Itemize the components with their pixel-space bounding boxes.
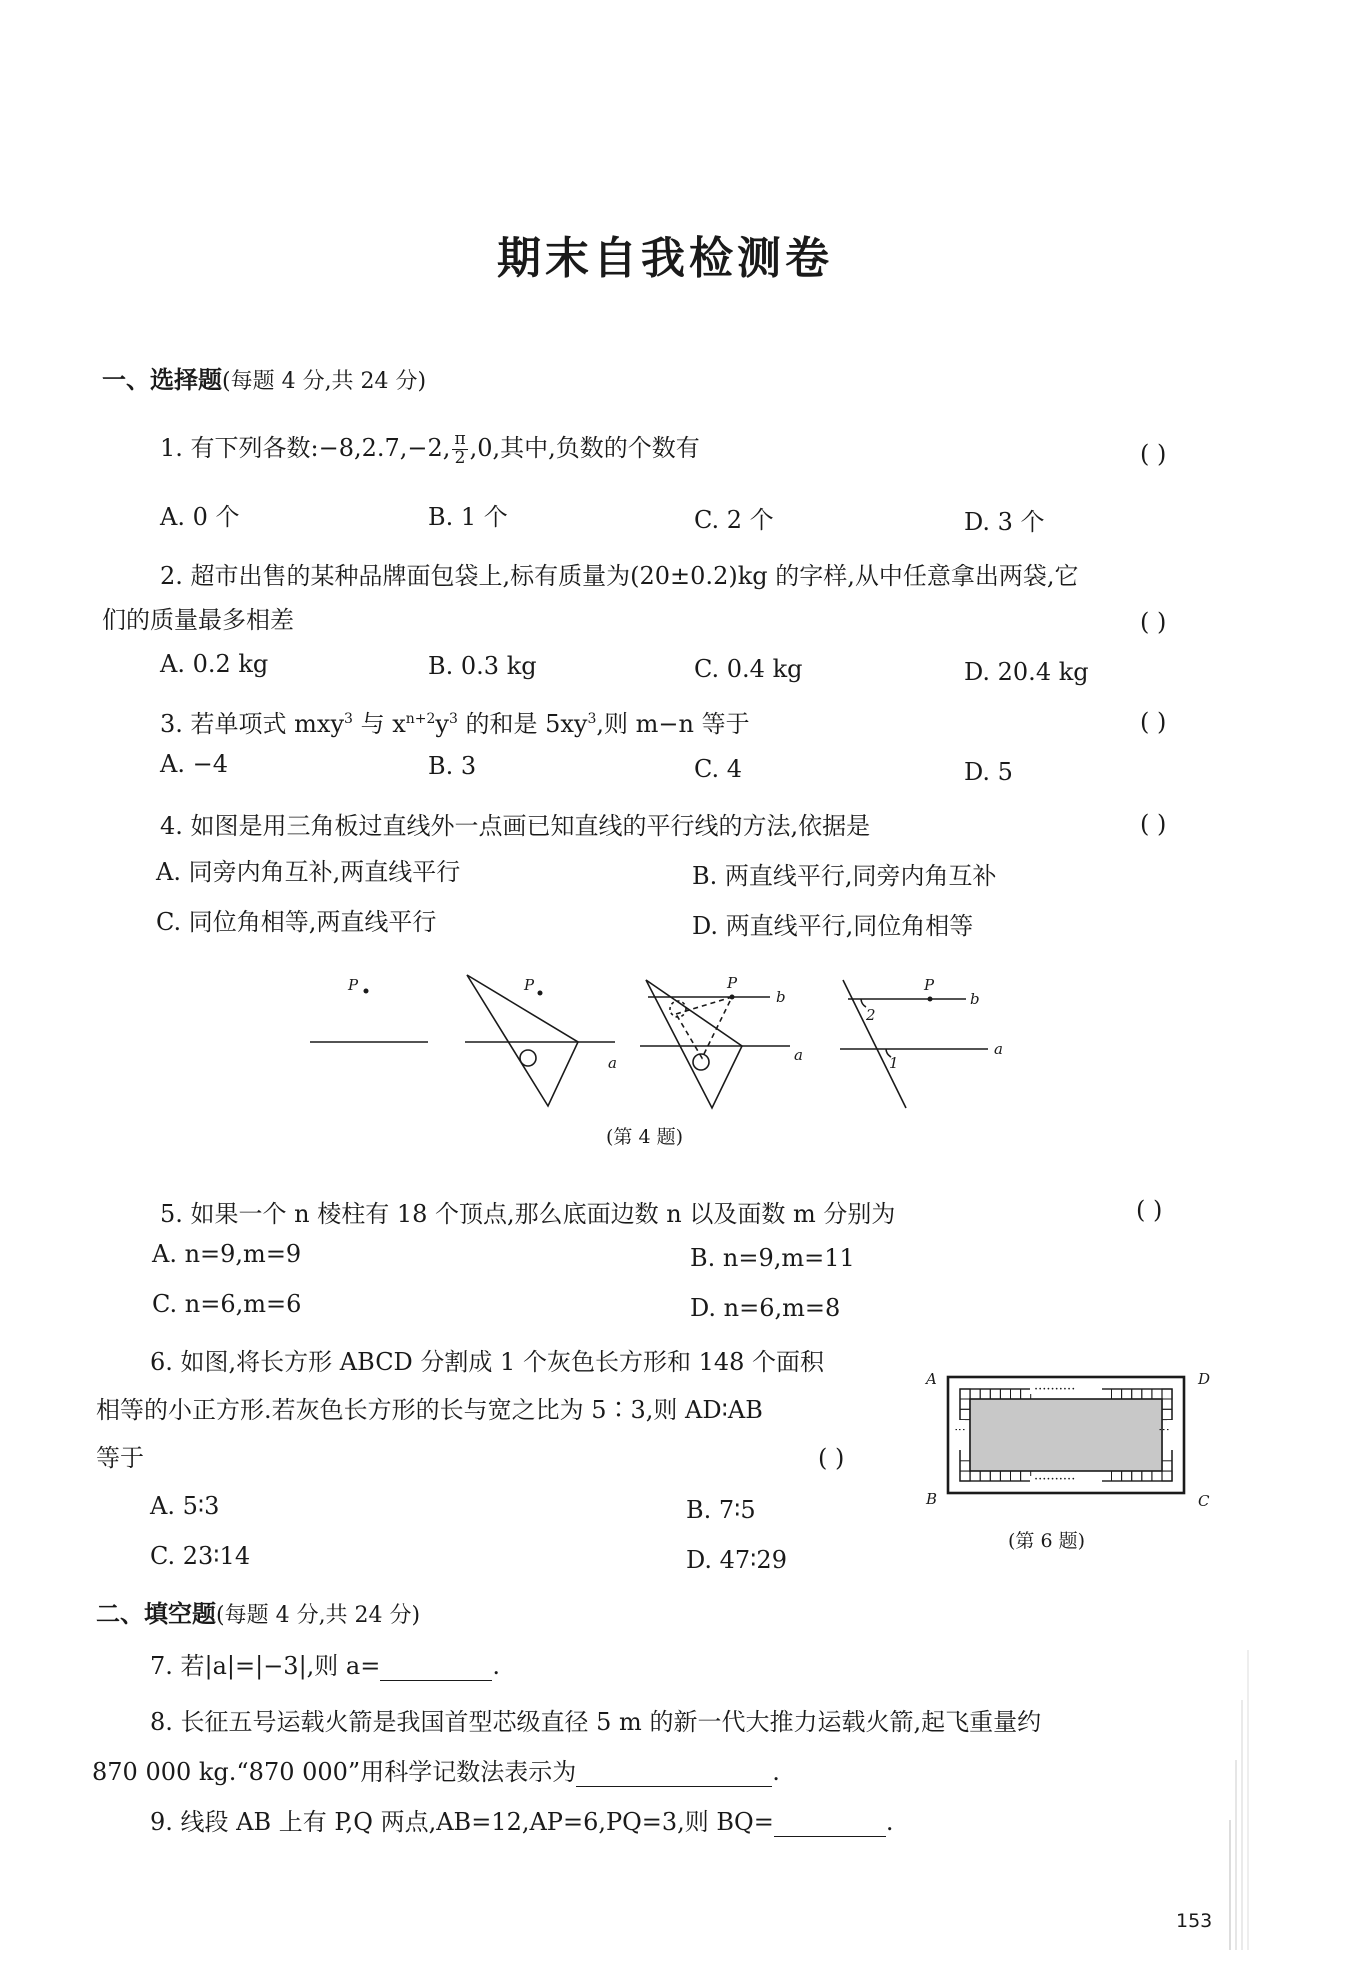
question-9-end: . [885,1808,894,1836]
label-c: C [1198,1492,1210,1510]
q3-option-a: A. −4 [160,750,228,778]
answer-bracket-6: ( ) [818,1444,845,1472]
panel4-label-b: b [970,990,980,1008]
answer-bracket-5: ( ) [1136,1196,1163,1224]
q1-option-b: B. 1 个 [428,503,508,531]
q4-option-a: A. 同旁内角互补,两直线平行 [156,858,461,886]
label-a: A [926,1370,937,1388]
q3-text-5: ,则 m−n 等于 [596,710,750,738]
page-number: 153 [1176,1910,1213,1932]
figure-4-caption: (第 4 题) [606,1126,683,1148]
answer-bracket-2: ( ) [1140,608,1167,636]
question-9-text: 9. 线段 AB 上有 P,Q 两点,AB=12,AP=6,PQ=3,则 BQ= [150,1808,774,1836]
right-ellipsis: ⋮ [1157,1424,1171,1435]
page-title: 期末自我检测卷 [497,233,833,284]
answer-bracket-1: ( ) [1140,440,1167,468]
q5-option-b: B. n=9,m=11 [690,1244,855,1272]
q5-option-a: A. n=9,m=9 [152,1240,302,1268]
q3-sup-1: 3 [344,711,353,727]
question-6-line-3: 等于 [96,1444,144,1472]
question-8-text: 870 000 kg.“870 000”用科学记数法表示为 [92,1758,577,1786]
question-6-line-2: 相等的小正方形.若灰色长方形的长与宽之比为 5∶3,则 AD∶AB [96,1396,763,1424]
question-7-end: . [492,1652,500,1680]
question-2-line-2: 们的质量最多相差 [102,606,294,634]
q2-option-d: D. 20.4 kg [964,658,1089,686]
q5-option-d: D. n=6,m=8 [690,1294,841,1322]
panel2-label-p: P [524,976,535,994]
q1-option-c: C. 2 个 [694,506,774,534]
section-2-title: 二、填空题 [96,1600,216,1628]
q2-option-c: C. 0.4 kg [694,655,803,683]
q3-text-2: 与 x [352,710,406,738]
label-d: D [1198,1370,1211,1388]
figure-6-caption: (第 6 题) [1008,1530,1085,1552]
panel3-label-a: a [794,1046,803,1064]
q3-sup-3: 3 [448,711,458,727]
panel4-label-a: a [994,1040,1003,1058]
left-ellipsis: ⋮ [953,1424,967,1435]
question-5: 5. 如果一个 n 棱柱有 18 个顶点,那么底面边数 n 以及面数 m 分别为 [160,1200,896,1228]
q3-sup-2: n+2 [405,711,436,727]
q4-option-c: C. 同位角相等,两直线平行 [156,908,437,936]
answer-bracket-3: ( ) [1140,708,1167,736]
fraction-denominator: 2 [454,448,466,468]
q1-option-d: D. 3 个 [964,508,1045,536]
panel3-label-p: P [727,974,738,992]
q3-text-1: 3. 若单项式 mxy [160,710,345,738]
bottom-ellipsis: ·········· [1034,1472,1076,1487]
fraction-numerator: π [454,429,466,450]
label-b: B [926,1490,938,1508]
q6-option-a: A. 5∶3 [150,1492,220,1520]
question-6-line-1: 6. 如图,将长方形 ABCD 分割成 1 个灰色长方形和 148 个面积 [150,1348,825,1376]
answer-bracket-4: ( ) [1140,810,1167,838]
section-1-note: (每题 4 分,共 24 分) [222,369,427,394]
q4-option-b: B. 两直线平行,同旁内角互补 [692,862,997,890]
q3-text-4: 的和是 5xy [457,710,588,738]
q3-option-d: D. 5 [964,758,1013,786]
panel4-label-p: P [924,976,935,994]
q4-option-d: D. 两直线平行,同位角相等 [692,912,974,940]
q3-sup-4: 3 [587,711,597,727]
q1-option-a: A. 0 个 [160,503,240,531]
section-2-note: (每题 4 分,共 24 分) [216,1603,421,1628]
q3-option-b: B. 3 [428,752,477,780]
q6-option-b: B. 7∶5 [686,1496,756,1524]
q3-text-3: y [435,710,449,738]
panel4-angle-1-label: 1 [889,1054,899,1072]
question-7-text: 7. 若|a|=|−3|,则 a= [150,1652,381,1680]
question-1-text-pre: 1. 有下列各数:−8,2.7,−2, [160,434,451,462]
question-4: 4. 如图是用三角板过直线外一点画已知直线的平行线的方法,依据是 [160,812,871,840]
q2-option-a: A. 0.2 kg [160,650,269,678]
panel4-angle-2-label: 2 [866,1006,876,1024]
panel1-label-p: P [348,976,359,994]
q6-option-d: D. 47∶29 [686,1546,787,1574]
panel3-label-b: b [776,988,786,1006]
question-8-line-1: 8. 长征五号运载火箭是我国首型芯级直径 5 m 的新一代大推力运载火箭,起飞重量约 [150,1708,1042,1736]
q2-option-b: B. 0.3 kg [428,652,537,680]
q5-option-c: C. n=6,m=6 [152,1290,302,1318]
top-ellipsis: ·········· [1034,1382,1076,1397]
question-1-text-post: ,0,其中,负数的个数有 [469,434,700,462]
section-1-title: 一、选择题 [102,366,222,394]
question-8-end: . [772,1758,780,1786]
q3-option-c: C. 4 [694,755,743,783]
question-2-line-1: 2. 超市出售的某种品牌面包袋上,标有质量为(20±0.2)kg 的字样,从中任意拿出两袋,它 [160,562,1079,590]
panel2-label-a: a [608,1054,617,1072]
q6-option-c: C. 23∶14 [150,1542,251,1570]
